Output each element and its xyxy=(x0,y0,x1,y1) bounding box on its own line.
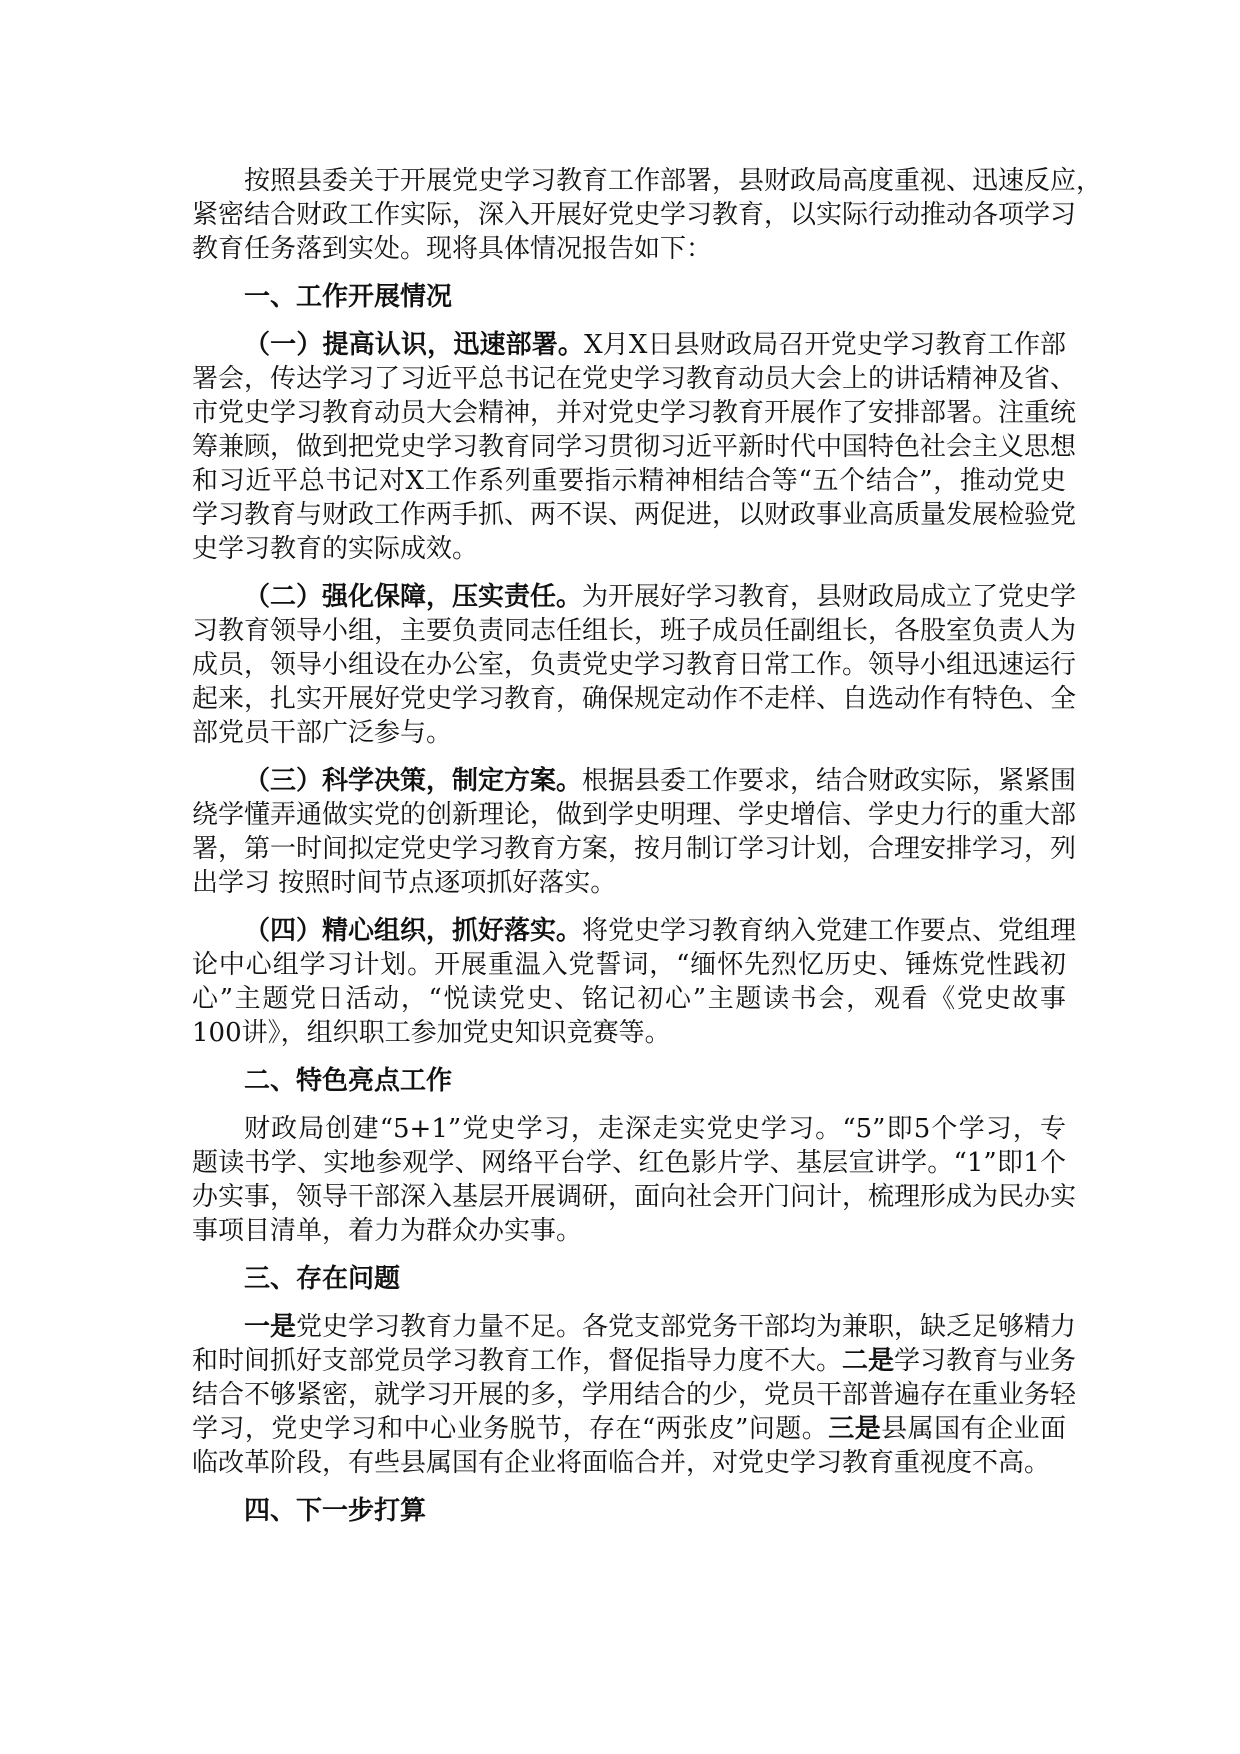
text: 党史学习教育力量不足。各党支部党务干部均为兼职，缺乏足够精力 xyxy=(296,1312,1077,1342)
text-line xyxy=(192,948,1066,982)
text-line xyxy=(192,1494,1066,1528)
text: 和习近平总书记对X工作系列重要指示精神相结合等“五个结合”，推动党史 xyxy=(192,466,1066,496)
text-line xyxy=(192,648,1077,682)
text: 100讲》，组织职工参加党史知识竞赛等。 xyxy=(192,1018,671,1048)
bold-text: 三是 xyxy=(828,1414,882,1444)
text-line xyxy=(192,232,1066,266)
text: 成员，领导小组设在办公室，负责党史学习教育日常工作。领导小组迅速运行 xyxy=(192,650,1077,680)
text: 起来，扎实开展好党史学习教育，确保规定动作不走样、自选动作有特色、全 xyxy=(192,684,1077,714)
text: 史学习教育的实际成效。 xyxy=(192,534,479,564)
bold-text: （二）强化保障，压实责任。 xyxy=(244,582,583,612)
text: 学习教育与财政工作两手抓、两不误、两促进，以财政事业高质量发展检验党 xyxy=(192,500,1077,530)
text: 论中心组学习计划。开展重温入党誓词，“缅怀先烈忆历史、锤炼党性践初 xyxy=(192,950,1066,980)
text-line xyxy=(192,328,1066,362)
text-line xyxy=(192,614,1077,648)
text-line xyxy=(192,1412,1066,1446)
text: 学习教育与业务 xyxy=(894,1346,1077,1376)
text: 二、特色亮点工作 xyxy=(244,1066,453,1096)
text-line xyxy=(192,1016,1066,1050)
text-line xyxy=(192,580,1077,614)
text: 和时间抓好支部党员学习教育工作，督促指导力度不大。 xyxy=(192,1346,843,1376)
text-line xyxy=(192,1214,1066,1248)
text-line xyxy=(192,982,1066,1016)
text-line xyxy=(192,498,1077,532)
text-line xyxy=(192,764,1077,798)
text: 部党员干部广泛参与。 xyxy=(192,718,453,748)
paragraph xyxy=(192,580,1077,750)
paragraph xyxy=(192,164,1103,266)
text-line xyxy=(192,1344,1077,1378)
text-line xyxy=(192,280,1066,314)
paragraph xyxy=(192,764,1077,900)
text: 出学习 按照时间节点逐项抓好落实。 xyxy=(192,868,617,898)
text: 结合不够紧密，就学习开展的多，学用结合的少，党员干部普遍存在重业务轻 xyxy=(192,1380,1077,1410)
text: 为开展好学习教育，县财政局成立了党史学 xyxy=(582,582,1077,612)
text: 财政局创建“5+1”党史学习，走深走实党史学习。“5”即5个学习，专 xyxy=(244,1114,1066,1144)
bold-text: （一）提高认识，迅速部署。 xyxy=(244,330,585,360)
text-line xyxy=(192,164,1103,198)
paragraph xyxy=(192,914,1077,1050)
text-line xyxy=(192,362,1077,396)
text-line xyxy=(192,866,1066,900)
bold-text: （三）科学决策，制定方案。 xyxy=(244,766,583,796)
text-line xyxy=(192,914,1077,948)
paragraph xyxy=(192,1310,1077,1480)
text-line xyxy=(192,682,1077,716)
text-line xyxy=(192,1378,1077,1412)
section-heading xyxy=(192,280,1066,314)
text: X月X日县财政局召开党史学习教育工作部 xyxy=(584,330,1066,360)
text-line xyxy=(192,1146,1066,1180)
text-line xyxy=(192,430,1077,464)
text-line xyxy=(192,716,1066,750)
text-line xyxy=(192,1180,1077,1214)
text: 题读书学、实地参观学、网络平台学、红色影片学、基层宣讲学。“1”即1个 xyxy=(192,1148,1066,1178)
text-line xyxy=(192,1262,1066,1296)
section-heading xyxy=(192,1064,1066,1098)
paragraph xyxy=(192,328,1077,566)
bold-text: 二是 xyxy=(842,1346,895,1376)
paragraph xyxy=(192,1112,1077,1248)
text: 按照县委关于开展党史学习教育工作部署，县财政局高度重视、迅速反应， xyxy=(244,166,1103,196)
text-line xyxy=(192,198,1077,232)
text: 教育任务落到实处。现将具体情况报告如下： xyxy=(192,234,713,264)
section-heading xyxy=(192,1494,1066,1528)
text-line xyxy=(192,798,1077,832)
text-line xyxy=(192,832,1077,866)
text-line xyxy=(192,1310,1077,1344)
text: 临改革阶段，有些县属国有企业将面临合并，对党史学习教育重视度不高。 xyxy=(192,1448,1051,1478)
text: 筹兼顾，做到把党史学习教育同学习贯彻习近平新时代中国特色社会主义思想 xyxy=(192,432,1077,462)
text: 办实事，领导干部深入基层开展调研，面向社会开门问计，梳理形成为民办实 xyxy=(192,1182,1077,1212)
text: 市党史学习教育动员大会精神，并对党史学习教育开展作了安排部署。注重统 xyxy=(192,398,1077,428)
text: 心”主题党日活动，“悦读党史、铭记初心”主题读书会，观看《党史故事 xyxy=(192,984,1066,1014)
text: 三、存在问题 xyxy=(244,1264,401,1294)
text: 一、工作开展情况 xyxy=(244,282,453,312)
text: 署，第一时间拟定党史学习教育方案，按月制订学习计划，合理安排学习，列 xyxy=(192,834,1077,864)
text: 四、下一步打算 xyxy=(244,1496,427,1526)
text: 县属国有企业面 xyxy=(881,1414,1066,1444)
text: 根据县委工作要求，结合财政实际，紧紧围 xyxy=(582,766,1077,796)
document-page xyxy=(192,164,1103,1542)
text: 紧密结合财政工作实际，深入开展好党史学习教育，以实际行动推动各项学习 xyxy=(192,200,1077,230)
text: 事项目清单，着力为群众办实事。 xyxy=(192,1216,583,1246)
text: 学习，党史学习和中心业务脱节，存在“两张皮”问题。 xyxy=(192,1414,829,1444)
text-line xyxy=(192,1112,1066,1146)
text: 将党史学习教育纳入党建工作要点、党组理 xyxy=(582,916,1077,946)
text-line xyxy=(192,464,1066,498)
text-line xyxy=(192,396,1077,430)
text-line xyxy=(192,1446,1066,1480)
text: 绕学懂弄通做实党的创新理论，做到学史明理、学史增信、学史力行的重大部 xyxy=(192,800,1077,830)
bold-text: （四）精心组织，抓好落实。 xyxy=(244,916,583,946)
text-line xyxy=(192,532,1066,566)
text: 署会，传达学习了习近平总书记在党史学习教育动员大会上的讲话精神及省、 xyxy=(192,364,1077,394)
text: 习教育领导小组，主要负责同志任组长，班子成员任副组长，各股室负责人为 xyxy=(192,616,1077,646)
bold-text: 一是 xyxy=(244,1312,297,1342)
section-heading xyxy=(192,1262,1066,1296)
text-line xyxy=(192,1064,1066,1098)
